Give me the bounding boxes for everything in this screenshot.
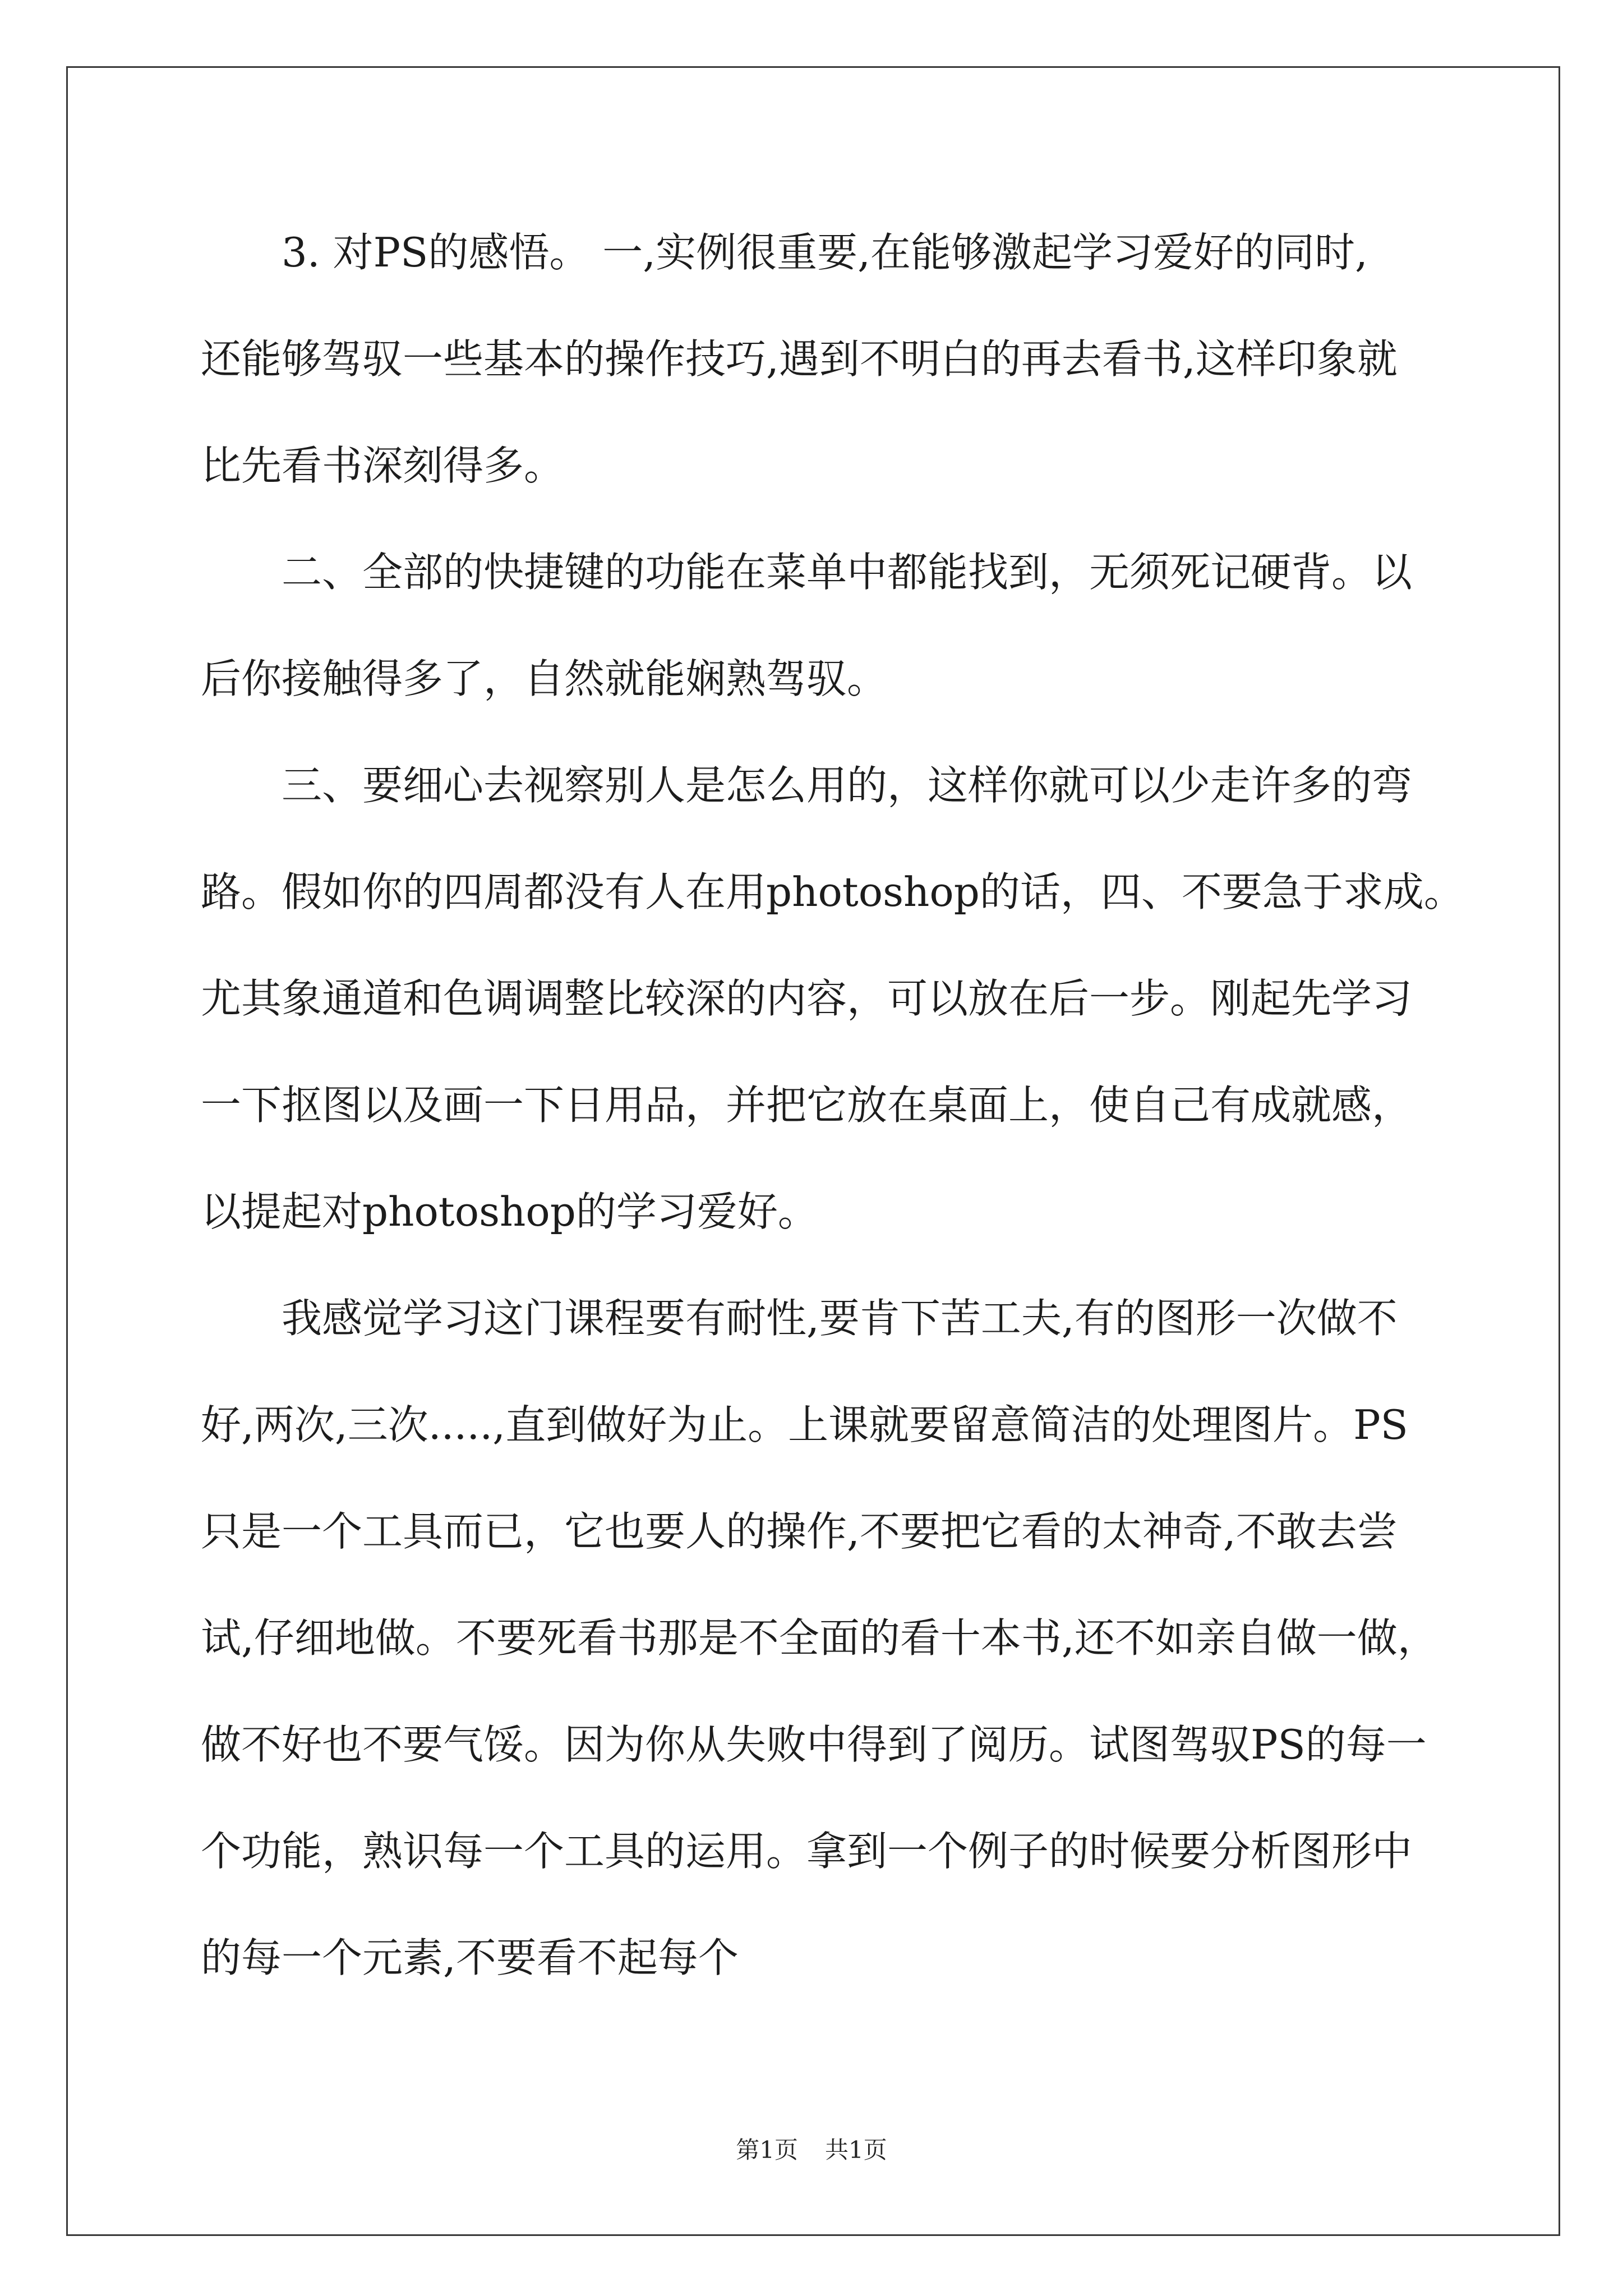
- document-body: [201, 199, 1491, 2011]
- text-line: 个功能，熟识每一个工具的运用。拿到一个例子的时候要分析图形中: [201, 1828, 1413, 1875]
- text-line: 只是一个工具而已，它也要人的操作,不要把它看的太神奇,不敢去尝: [201, 1508, 1398, 1555]
- text-line: 三、要细心去视察别人是怎么用的，这样你就可以少走许多的弯: [282, 762, 1413, 809]
- text-line: 路。假如你的四周都没有人在用photoshop的话，四、不要急于求成。: [201, 868, 1464, 915]
- text-line: 二、全部的快捷键的功能在菜单中都能找到，无须死记硬背。以: [282, 549, 1413, 596]
- text-line: 还能够驾驭一些基本的操作技巧,遇到不明白的再去看书,这样印象就: [201, 335, 1398, 383]
- text-line: 以提起对photoshop的学习爱好。: [201, 1188, 818, 1235]
- paragraph-patience: [201, 1265, 1491, 2011]
- page-number-total: 共1页: [825, 2136, 887, 2164]
- text-line: 我感觉学习这门课程要有耐性,要肯下苦工夫,有的图形一次做不: [282, 1295, 1398, 1342]
- paragraph-observe-others: [201, 732, 1491, 1265]
- text-line: 一下抠图以及画一下日用品，并把它放在桌面上，使自己有成就感，: [201, 1082, 1413, 1129]
- page-footer: [0, 2137, 1623, 2163]
- text-line: 尤其象通道和色调调整比较深的内容，可以放在后一步。刚起先学习: [201, 975, 1413, 1022]
- paragraph-shortcuts: [201, 519, 1491, 732]
- text-line: 后你接触得多了，自然就能娴熟驾驭。: [201, 655, 888, 702]
- text-line: 的每一个元素,不要看不起每个: [201, 1934, 739, 1981]
- text-line: 试,仔细地做。不要死看书那是不全面的看十本书,还不如亲自做一做，: [201, 1614, 1438, 1662]
- text-line: 做不好也不要气馁。因为你从失败中得到了阅历。试图驾驭PS的每一: [201, 1721, 1427, 1768]
- text-line: 比先看书深刻得多。: [201, 442, 565, 489]
- page-number-current: 第1页: [736, 2136, 798, 2164]
- text-line: 3. 对PS的感悟。 一,实例很重要,在能够激起学习爱好的同时,: [282, 229, 1368, 276]
- text-line: 好,两次,三次.....,直到做好为止。上课就要留意简洁的处理图片。PS: [201, 1401, 1408, 1448]
- paragraph-ps-insights: [201, 199, 1491, 519]
